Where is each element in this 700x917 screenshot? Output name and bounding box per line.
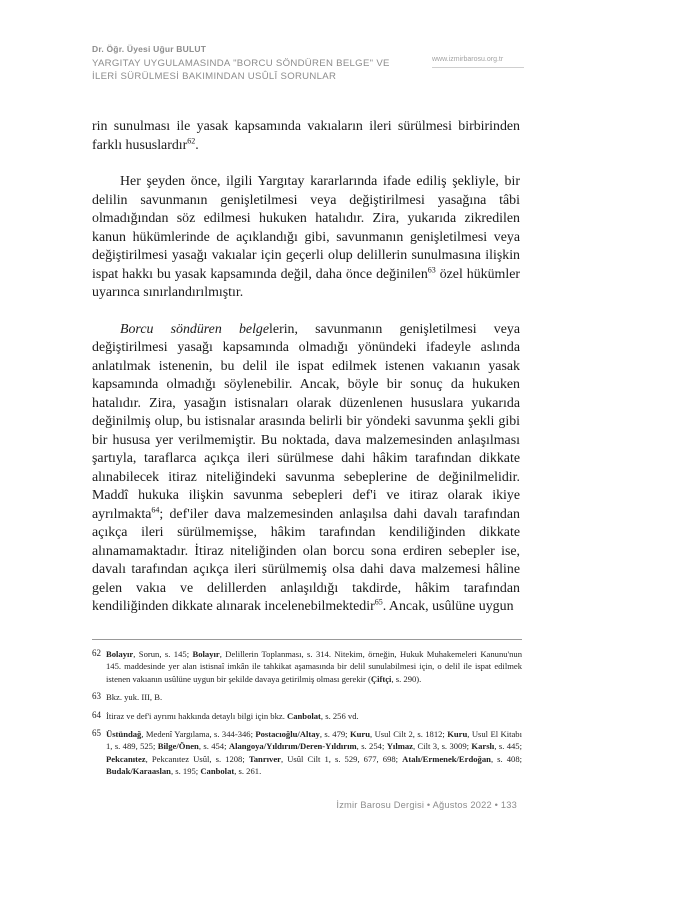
footnote-text: , s. 261. <box>234 766 262 777</box>
cited-author: Bilge/Önen <box>157 741 199 752</box>
paragraph-1-end: . <box>195 137 199 153</box>
footnote-text: , Pekcanıtez Usûl, s. 1208; <box>145 753 249 764</box>
author-name: Dr. Öğr. Üyesi Uğur BULUT <box>92 44 207 54</box>
cited-author: Kuru <box>349 729 371 740</box>
header-divider <box>432 67 524 68</box>
cited-author: Budak/Karaaslan <box>106 766 171 777</box>
cited-author: Karslı <box>471 741 495 752</box>
footnote-text: , s. 290). <box>391 673 422 684</box>
footnote-number: 63 <box>92 691 101 702</box>
paragraph-3-text-c: . Ancak, usûlüne uygun <box>382 599 514 614</box>
paragraph-2-end: özel hükümler uyarınca sınırlandırılmıştır. <box>92 266 520 300</box>
cited-author: Tanrıver <box>248 753 281 764</box>
paragraph-3-text-a: lerin, savunmanın genişletilmesi veya değiştirilmesi yasağı kapsamında olmadığı yönündeki ifadeyle aslında anlatılmak istenenin, bu delil ile ispat edilmek istenen vakıanın yasak kapsamında olmadığı söylenebilir. Ancak, böyle bir sonuç da hukuken hatalıdır. Zira, yasağın istisnaları olarak düzenlenen hususlara yukarıda değinilmiş olup, bu istisnalar arasında belirli bir yöndeki savunma şekli gibi bir hususa yer verilmemiştir. Bu noktada, dava malzemesinden anlaşılması şartıyla, taraflarca açıkça ileri sürülmese dahi hâkim tarafından dikkate alınabilecek itiraz niteliğindeki savunma sebeplerine de değinilmelidir. Maddî hukuka ilişkin savunma sebepleri def'i ve itiraz olarak ikiye ayrılmakta <box>92 321 520 522</box>
cited-author: Kuru <box>447 729 468 740</box>
website-link[interactable]: www.izmirbarosu.org.tr <box>432 56 504 63</box>
footnote-text: , s. 445; <box>494 741 522 752</box>
footnote-62 <box>92 648 522 685</box>
footnote-65 <box>92 728 522 778</box>
paragraph-2-text: Her şeyden önce, ilgili Yargıtay kararlarında ifade ediliş şekliyle, bir delilin savunmanın genişletilmesi veya değiştirilmesi yasağına tâbi olmadığından söz edilmesi hukuken hatalıdır. Zira, yukarıda zikredilen kanun hükümlerinde de açıklandığı gibi, savunmanın genişletilmesi veya değiştirilmesi yasağı vakıalar için geçerli olup delillerin sunulmasına ilişkin ispat hakkı bu yasak kapsamında değil, daha önce değinilen <box>92 174 520 282</box>
cited-author: Postacıoğlu/Altay <box>255 729 320 740</box>
cited-author: Bolayır <box>106 649 134 659</box>
running-header <box>92 44 532 83</box>
footnote-number: 64 <box>92 709 101 720</box>
paragraph-1 <box>92 118 520 155</box>
footnote-text: , Usûl Cilt 1, s. 529, 677, 698; <box>280 753 403 764</box>
page-footer: İzmir Barosu Dergisi • Ağustos 2022 • 133 <box>336 800 517 810</box>
footnote-text: , Medenî Yargılama, s. 344-346; <box>141 729 256 740</box>
footnote-divider <box>92 639 522 640</box>
footnote-number: 65 <box>92 728 101 739</box>
cited-author: Atalı/Ermenek/Erdoğan <box>402 753 491 764</box>
paragraph-1-text: rin sunulması ile yasak kapsamında vakıaların ileri sürülmesi birbirinden farklı hususlardır <box>92 119 520 153</box>
footnote-text: , Usul El Kitabı 1, s. 489, 525; <box>106 729 522 752</box>
footnote-text: , Usul Cilt 2, s. 1812; <box>370 729 448 740</box>
cited-author: Çiftçi <box>370 673 392 684</box>
footnote-text: Bkz. yuk. III, B. <box>106 692 163 703</box>
footnote-ref-63[interactable]: 63 <box>427 264 436 274</box>
cited-author: Alangoya/Yıldırım/Deren-Yıldırım <box>228 741 357 752</box>
footnote-ref-62[interactable]: 62 <box>187 135 196 145</box>
footnote-text: , s. 408; <box>490 753 523 764</box>
footnote-text: , Sorun, s. 145; <box>133 649 193 659</box>
footnote-text: , s. 195; <box>170 766 201 777</box>
cited-author: Canbolat <box>200 766 235 777</box>
footnote-text: , s. 256 vd. <box>320 710 359 721</box>
paragraph-3 <box>92 321 520 617</box>
footnote-text: , s. 254; <box>356 741 387 752</box>
footnote-63 <box>92 691 522 703</box>
body-text <box>92 118 520 617</box>
cited-author: Üstündağ <box>106 729 142 740</box>
footnotes <box>92 648 522 784</box>
paragraph-3-text-b: ; def'iler dava malzemesinden anlaşılsa dahi davalı tarafından açıkça ileri sürülmemişse, hâkim tarafından kendiliğinden dikkate alınamamaktadır. İtiraz niteliğinden olan borcu sona erdiren sebepler ise, davalı tarafından açıkça ileri sürülmemiş olsa dahi dava malzemesi hâline gelen vakıa ve delillerden anlaşıldığı takdirde, hâkim tarafından kendiliğinden dikkate alınarak incelenebilmektedir <box>92 506 520 614</box>
cited-author: Pekcanıtez <box>106 753 146 764</box>
footnote-64 <box>92 710 522 722</box>
cited-author: Canbolat <box>287 710 321 721</box>
footnote-text: , s. 454; <box>198 741 229 752</box>
article-title-line-2: İLERİ SÜRÜLMESİ BAKIMINDAN USÛLÎ SORUNLAR <box>92 71 337 82</box>
footnote-ref-65[interactable]: 65 <box>374 597 383 607</box>
italic-term: Borcu söndüren belge <box>120 321 270 337</box>
footnote-ref-64[interactable]: 64 <box>151 504 160 514</box>
cited-author: Bolayır <box>192 649 220 659</box>
article-title-line-1: YARGITAY UYGULAMASINDA "BORCU SÖNDÜREN BELGE" VE <box>92 58 390 69</box>
footnote-text: , Delillerin Toplanması, s. 314. Nitekim, örneğin, Hukuk Muhakemeleri Kanunu'nun 145. maddesinde yer alan istisnaî imkân ile tahkikat aşamasında bir delil sunulabilmesi için, o delil ile ispat edilmek istenen vakıanın usûlüne uygun bir şekilde davaya getirilmiş olması gerekir ( <box>106 649 522 684</box>
footnote-text: , Cilt 3, s. 3009; <box>412 741 472 752</box>
footnote-text: , s. 479; <box>319 729 350 740</box>
paragraph-2 <box>92 173 520 303</box>
footnote-text: İtiraz ve def'i ayrımı hakkında detaylı bilgi için bkz. <box>106 710 288 721</box>
cited-author: Yılmaz <box>386 741 413 752</box>
footnote-number: 62 <box>92 648 101 658</box>
